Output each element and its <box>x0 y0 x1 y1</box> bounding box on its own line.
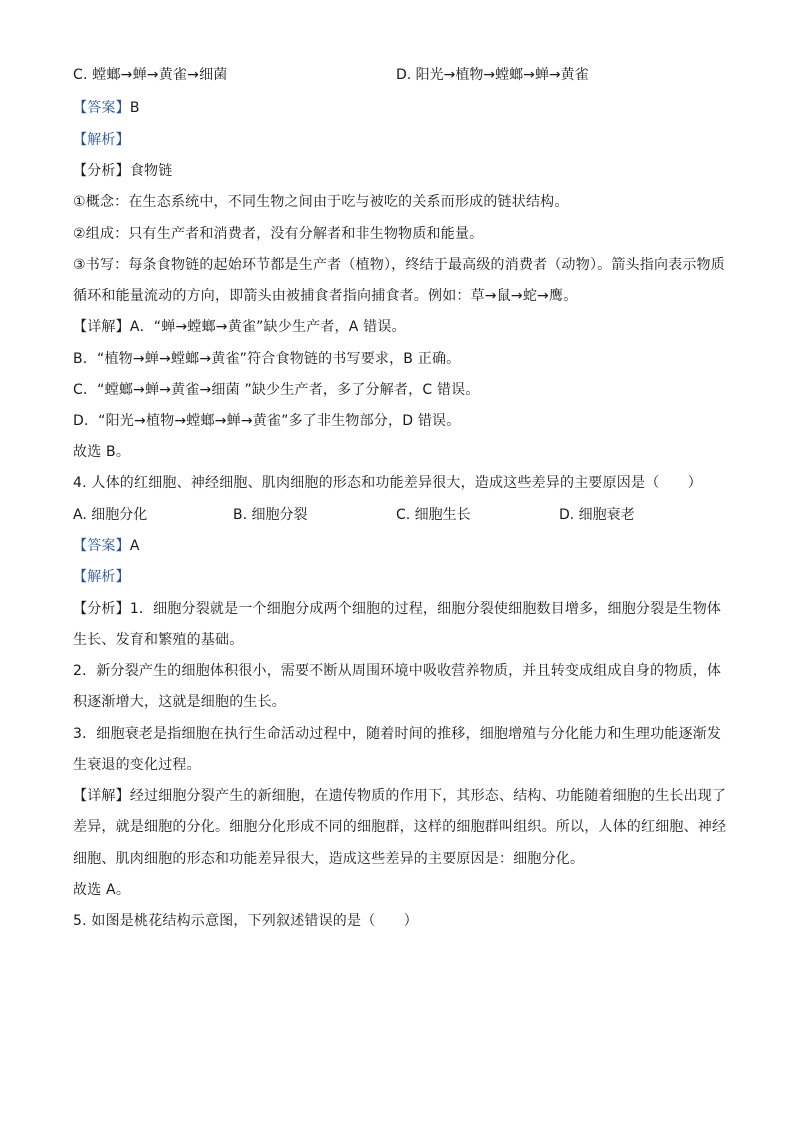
q4-p3-line-2: 生衰退的变化过程。 <box>73 757 201 773</box>
point-3-line-1: ③书写：每条食物链的起始环节都是生产者（植物），终结于最高级的消费者（动物）。箭头指向表示物质 <box>73 257 725 273</box>
q4-detail-line-3: 细胞、肌肉细胞的形态和功能差异很大，造成这些差异的主要原因是：细胞分化。 <box>73 851 585 867</box>
detail-a-row <box>73 318 406 336</box>
detail-c: C．“螳螂→蝉→黄雀→细菌 ”缺少生产者，多了分解者，C 错误。 <box>73 382 480 398</box>
answer-value: B <box>129 100 140 116</box>
q4-p1-line-1-row <box>73 600 721 618</box>
q4-p3-line-1: 3．细胞衰老是指细胞在执行生命活动过程中，随着时间的推移，细胞增殖与分化能力和生理功能逐渐发 <box>73 726 722 742</box>
answer-label: 【答案】 <box>73 100 130 116</box>
detail-b: B．“植物→蝉→螳螂→黄雀”符合食物链的书写要求，B 正确。 <box>73 351 461 367</box>
q4-fenxi-label: 【分析】 <box>73 601 130 617</box>
q4-answer-label: 【答案】 <box>73 538 130 554</box>
q4-p1-line-2: 生长、发育和繁殖的基础。 <box>73 632 244 648</box>
q4-option-c: C. 细胞生长 <box>396 507 471 523</box>
q4-answer-value: A <box>129 538 140 554</box>
conclusion: 故选 B。 <box>73 444 131 460</box>
option-c: C. 螳螂→蝉→黄雀→细菌 <box>73 67 228 83</box>
option-d: D. 阳光→植物→螳螂→蝉→黄雀 <box>396 67 589 83</box>
question-5: 5. 如图是桃花结构示意图，下列叙述错误的是（ ） <box>73 913 419 929</box>
q4-option-d: D. 细胞衰老 <box>559 507 635 523</box>
point-2: ②组成：只有生产者和消费者，没有分解者和非生物物质和能量。 <box>73 226 484 242</box>
answer-row <box>73 99 140 117</box>
xiangjie-label: 【详解】 <box>73 319 130 335</box>
point-3-line-2: 循环和能量流动的方向，即箭头由被捕食者指向捕食者。例如：草→鼠→蛇→鹰。 <box>73 288 578 304</box>
q4-conclusion: 故选 A。 <box>73 882 131 898</box>
q4-xiangjie-label: 【详解】 <box>73 788 130 804</box>
analysis-label: 【解析】 <box>73 132 130 148</box>
fenxi-label: 【分析】 <box>73 163 130 179</box>
q4-detail-line-1: 经过细胞分裂产生的新细胞，在遗传物质的作用下，其形态、结构、功能随着细胞的生长出现了 <box>129 788 727 804</box>
q4-detail-line-1-row <box>73 787 726 805</box>
q4-answer-row <box>73 537 140 555</box>
fenxi-text: 食物链 <box>129 163 173 179</box>
detail-a: A．“蝉→螳螂→黄雀”缺少生产者，A 错误。 <box>129 319 406 335</box>
q4-p2-line-2: 积逐渐增大，这就是细胞的生长。 <box>73 694 286 710</box>
point-1: ①概念：在生态系统中，不同生物之间由于吃与被吃的关系而形成的链状结构。 <box>73 194 569 210</box>
question-4: 4. 人体的红细胞、神经细胞、肌肉细胞的形态和功能差异很大，造成这些差异的主要原因是（ ） <box>73 475 703 491</box>
detail-d: D．“阳光→植物→螳螂→蝉→黄雀”多了非生物部分，D 错误。 <box>73 413 461 429</box>
fenxi-row <box>73 162 172 180</box>
q4-p2-line-1: 2．新分裂产生的细胞体积很小，需要不断从周围环境中吸收营养物质，并且转变成组成自身的物质，体 <box>73 663 722 679</box>
q4-option-a: A. 细胞分化 <box>73 507 148 523</box>
q4-p1-line-1: 1．细胞分裂就是一个细胞分成两个细胞的过程，细胞分裂使细胞数目增多，细胞分裂是生物体 <box>129 601 722 617</box>
q4-option-b: B. 细胞分裂 <box>233 507 308 523</box>
q4-analysis-label: 【解析】 <box>73 569 130 585</box>
q4-detail-line-2: 差异，就是细胞的分化。细胞分化形成不同的细胞群，这样的细胞群叫组织。所以，人体的红细胞、神经 <box>73 819 727 835</box>
